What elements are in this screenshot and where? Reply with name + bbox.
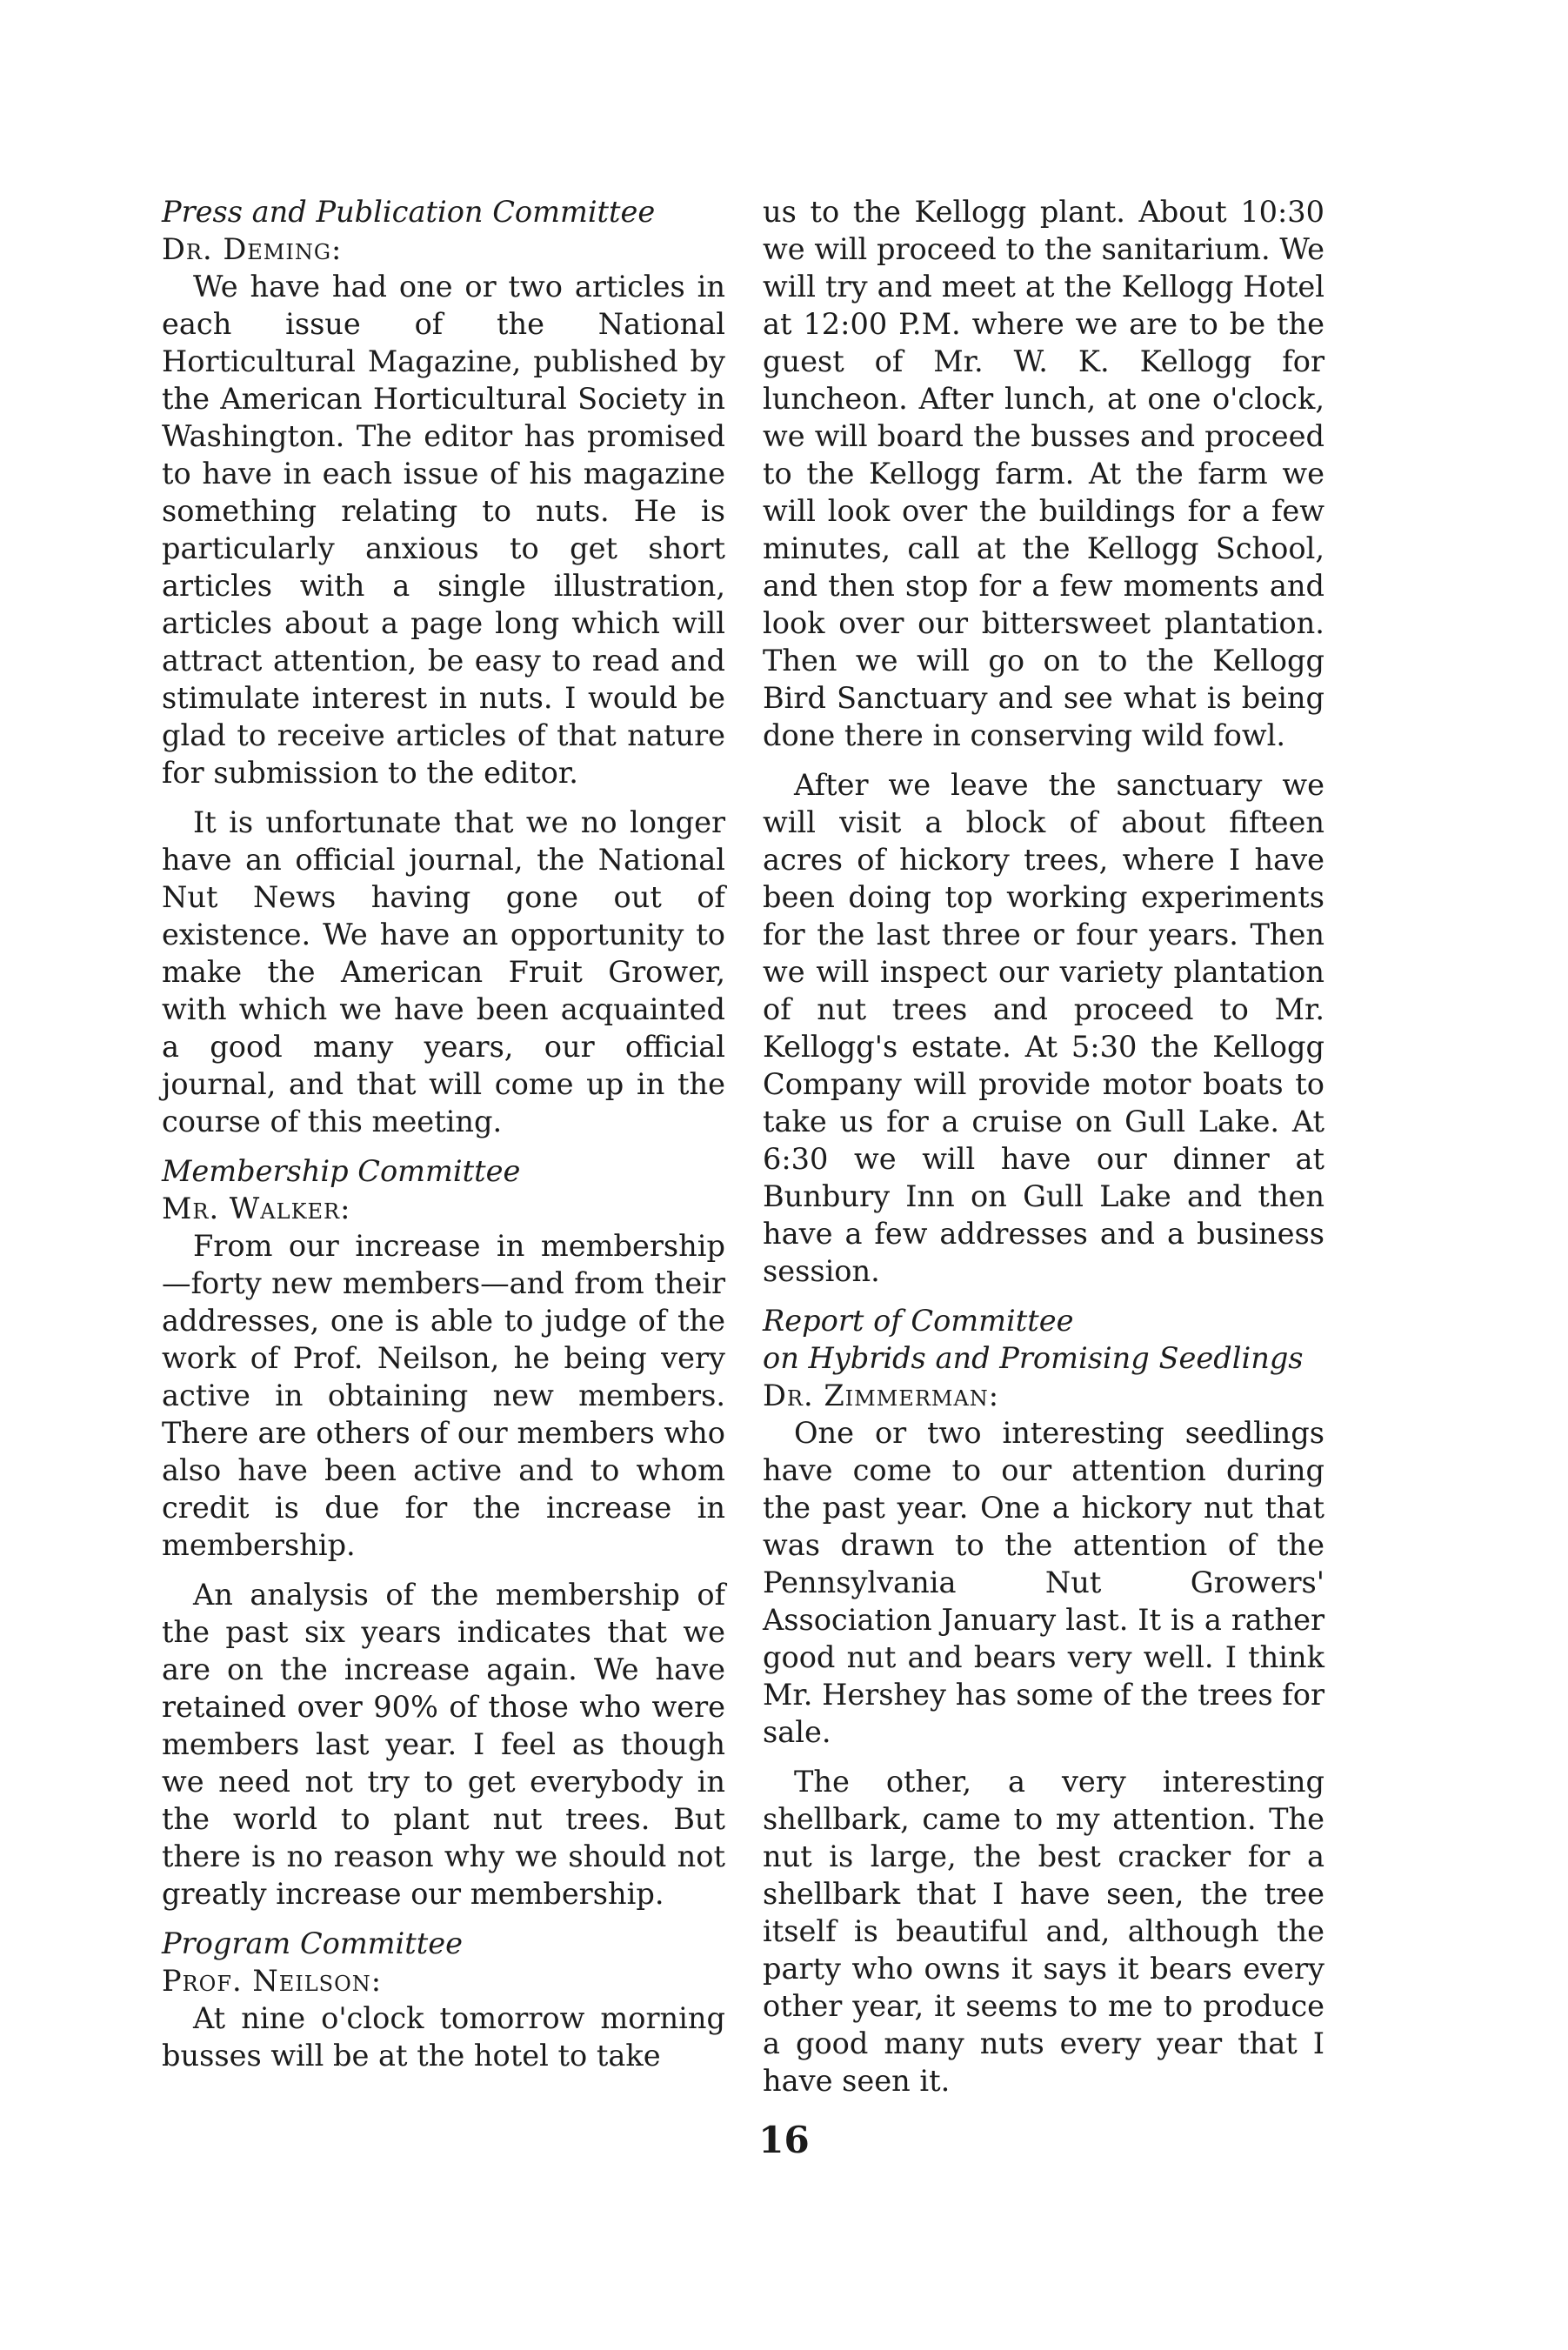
membership-committee-speaker: Mr. Walker:: [162, 1192, 351, 1225]
press-committee-speaker: Dr. Deming:: [162, 232, 343, 266]
hybrids-report-heading-line-1: Report of Committee: [763, 1304, 1074, 1338]
membership-committee-heading: Membership Committee: [162, 1154, 521, 1188]
program-committee-speaker: Prof. Neilson:: [162, 1964, 383, 1998]
page-number: 16: [758, 2119, 810, 2161]
press-paragraph-1: We have had one or two articles in each issue of the National Horticultural Magazine, published by the American Horticultural Society in Washington. The editor has promised to have in each issue of his magazine something relating to nuts. He is particularly anxious to get short articles with a single illustration, articles about a page long which will attract attention, be easy to read and stimulate interest in nuts. I would be glad to receive articles of that nature for submission to the editor.: [162, 270, 725, 790]
press-paragraph-2: It is unfortunate that we no longer have an official journal, the National Nut News having gone out of existence. We have an opportunity to make the American Fruit Grower, with which we have been acquainted a good many years, our official journal, and that will come up in the course of this meeting.: [162, 805, 725, 1138]
program-committee-heading: Program Committee: [162, 1926, 463, 1960]
membership-paragraph-1: From our increase in membership—forty new members—and from their addresses, one is able to judge of the work of Prof. Neilson, he being very active in obtaining new members. There are others of our members who also have been active and to whom credit is due for the increase in membership.: [162, 1229, 725, 1562]
press-committee-heading: Press and Publication Committee: [162, 195, 656, 229]
program-paragraph-2: After we leave the sanctuary we will visit a block of about fifteen acres of hickory trees, where I have been doing top working experiments for the last three or four years. Then we will inspect our variety plantation of nut trees and proceed to Mr. Kellogg's estate. At 5:30 the Kellogg Company will provide motor boats to take us for a cruise on Gull Lake. At 6:30 we will have our dinner at Bunbury Inn on Gull Lake and then have a few addresses and a business session.: [763, 768, 1324, 1288]
hybrids-report-speaker: Dr. Zimmerman:: [763, 1379, 1000, 1412]
hybrids-paragraph-2: The other, a very interesting shellbark, came to my attention. The nut is large, the best cracker for a shellbark that I have seen, the tree itself is beautiful and, although the party who owns it says it bears every other year, it seems to me to produce a good many nuts every year that I have seen it.: [763, 1765, 1324, 2098]
hybrids-report-heading-line-2: on Hybrids and Promising Seedlings: [763, 1341, 1304, 1375]
program-paragraph-1: At nine o'clock tomorrow morning busses will be at the hotel to take: [162, 2001, 725, 2073]
hybrids-paragraph-1: One or two interesting seedlings have come to our attention during the past year. One a hickory nut that was drawn to the attention of the Pennsylvania Nut Growers' Association January last. It is a rather good nut and bears very well. I think Mr. Hershey has some of the trees for sale.: [763, 1416, 1324, 1749]
left-column: [162, 193, 725, 2086]
right-column: [763, 193, 1324, 2112]
program-paragraph-1-continued: us to the Kellogg plant. About 10:30 we will proceed to the sanitarium. We will try and meet at the Kellogg Hotel at 12:00 P.M. where we are to be the guest of Mr. W. K. Kellogg for luncheon. After lunch, at one o'clock, we will board the busses and proceed to the Kellogg farm. At the farm we will look over the buildings for a few minutes, call at the Kellogg School, and then stop for a few moments and look over our bittersweet plantation. Then we will go on to the Kellogg Bird Sanctuary and see what is being done there in conserving wild fowl.: [763, 195, 1324, 752]
membership-paragraph-2: An analysis of the membership of the past six years indicates that we are on the increase again. We have retained over 90% of those who were members last year. I feel as though we need not try to get everybody in the world to plant nut trees. But there is no reason why we should not greatly increase our membership.: [162, 1578, 725, 1911]
